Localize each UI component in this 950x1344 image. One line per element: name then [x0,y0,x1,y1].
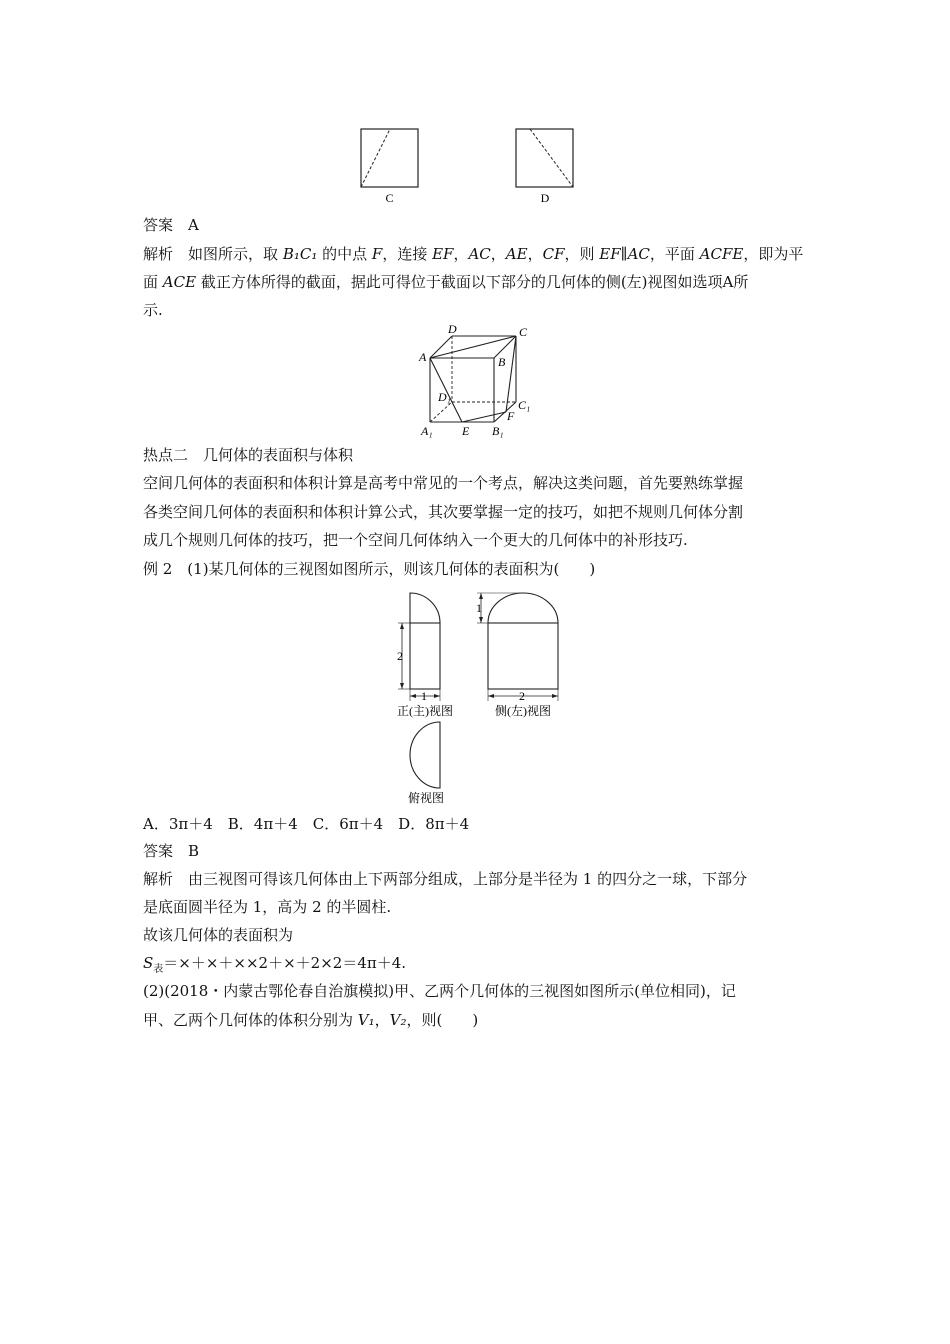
cube-label-d: D [448,322,457,336]
analysis-1-line-2 [143,272,748,292]
analysis-1-text: ，即为平 [743,245,804,263]
section-2-title: 热点二 几何体的表面积与体积 [143,446,354,464]
cube-label-f: F [507,409,515,423]
part-2-text: ，则( ) [406,1011,479,1029]
surface-area-formula [143,953,406,980]
plane-ace: ACE [162,273,197,291]
side-view-label: 侧(左)视图 [495,704,551,718]
analysis-1-text: 面 [143,273,163,291]
plane-acfe: ACFE [699,245,744,263]
segment-ae: AE [505,245,528,263]
dim-front-height: 2 [397,649,403,663]
cube-label-c: C [519,325,528,339]
cube-label-d1: D₁ [438,390,451,404]
top-view-label: 俯视图 [407,791,445,805]
answer-1 [143,215,199,235]
segment-ef: EF [432,245,454,263]
analysis-1-text: ，平面 [649,245,700,263]
analysis-1-text: ， [490,245,506,263]
cube-figure [412,322,542,440]
volume-v2: V₂ [389,1011,407,1029]
option-d-label: D [540,191,550,205]
parallel-ef-ac: EF∥AC [599,245,650,263]
part-2-text: 甲、乙两个几何体的体积分别为 [143,1011,358,1029]
answer-1-label: 答案 [143,216,174,234]
example-2-question: 例 2 (1)某几何体的三视图如图所示，则该几何体的表面积为( ) [143,560,596,578]
segment-ac: AC [468,245,491,263]
cube-label-a1: A₁ [421,424,433,438]
analysis-2-line-1 [143,869,747,889]
part-2-line-1: (2)(2018・内蒙古鄂伦春自治旗模拟)甲、乙两个几何体的三视图如图所示(单位相同)，记 [143,982,736,1000]
cube-label-a: A [419,350,427,364]
point-f: F [371,245,383,263]
segment-b1c1: B₁C₁ [282,245,318,263]
options-figure [350,125,590,210]
analysis-1-text: 如图所示，取 [188,245,283,263]
analysis-1-text: ，连接 [382,245,433,263]
analysis-1-line-1 [143,244,803,264]
cube-label-b: B [498,355,506,369]
analysis-2-text: 由三视图可得该几何体由上下两部分组成，上部分是半径为 1 的四分之一球，下部分 [188,870,748,888]
analysis-2-line-3: 故该几何体的表面积为 [143,926,294,944]
analysis-1-text: ，则 [564,245,600,263]
front-view-label: 正(主)视图 [397,704,453,718]
analysis-1-text: ， [453,245,469,263]
section-2-paragraph-line-1: 空间几何体的表面积和体积计算是高考中常见的一个考点，解决这类问题，首先要熟练掌握 [143,474,744,492]
analysis-1-text: ， [527,245,543,263]
option-c-label: C [385,191,394,205]
cube-label-e: E [462,424,470,438]
part-2-line-2 [143,1010,478,1030]
section-2-paragraph-line-3: 成几个规则几何体的技巧，把一个空间几何体纳入一个更大的几何体中的补形技巧. [143,531,688,549]
option-d-view [516,129,573,205]
analysis-1-text: 截正方体所得的截面，据此可得位于截面以下部分的几何体的侧(左)视图如选项A所 [196,273,749,291]
volume-v1: V₁ [357,1011,375,1029]
formula-s-subscript: 表 [153,964,164,975]
analysis-1-label: 解析 [143,245,174,263]
answer-2-value: B [188,842,200,860]
part-2-text: ， [374,1011,390,1029]
cube-label-b1: B₁ [492,424,504,438]
analysis-1-line-3: 示. [143,301,163,319]
analysis-1-text: 的中点 [317,245,372,263]
dim-front-width: 1 [421,689,427,703]
section-2-paragraph-line-2: 各类空间几何体的表面积和体积计算公式，其次要掌握一定的技巧，如把不规则几何体分割 [143,503,744,521]
answer-choices: A．3π＋4 B．4π＋4 C．6π＋4 D．8π＋4 [143,815,470,833]
cube-label-c1: C₁ [518,398,531,412]
dim-side-width: 2 [519,689,525,703]
formula-s: S [143,954,154,972]
answer-1-value: A [188,216,199,234]
option-c-view [361,129,418,205]
dim-side-top: 1 [476,601,482,615]
segment-cf: CF [542,245,565,263]
formula-rest: ＝×＋×＋××2＋×＋2×2＝4π＋4. [163,954,407,972]
analysis-2-line-2: 是底面圆半径为 1，高为 2 的半圆柱. [143,898,392,916]
analysis-2-label: 解析 [143,870,174,888]
answer-2-label: 答案 [143,842,174,860]
answer-2 [143,841,199,861]
three-views-figure [385,585,570,807]
